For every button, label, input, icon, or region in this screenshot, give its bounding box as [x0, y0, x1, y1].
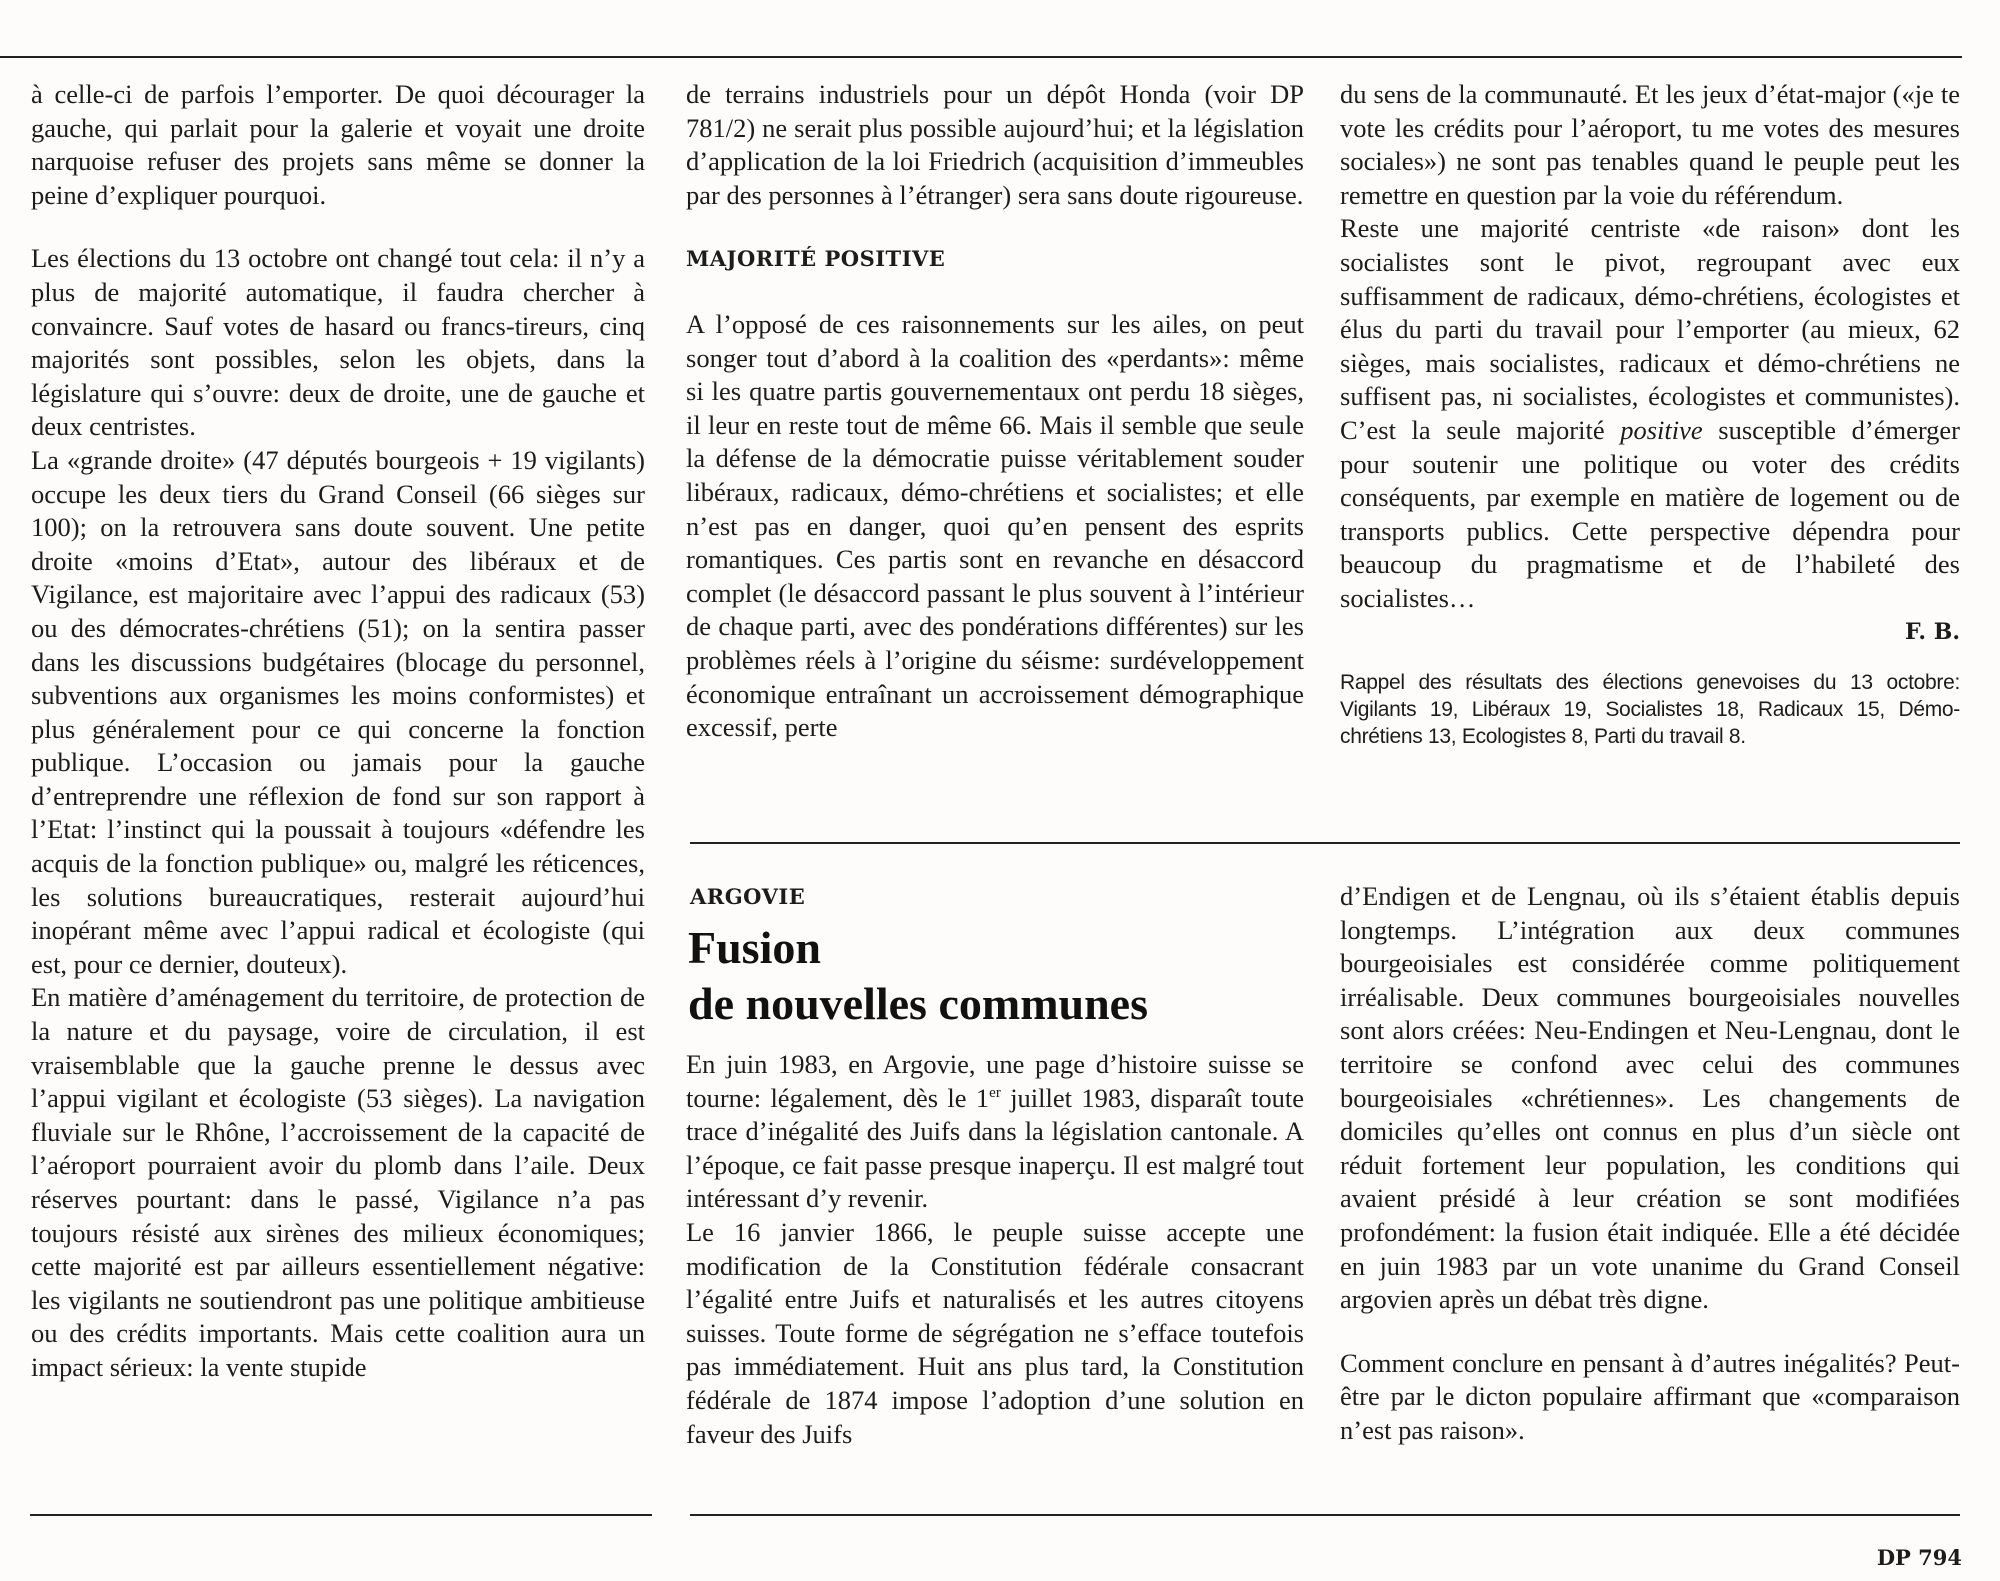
results-caption: Rappel des résultats des élections genevoises du 13 octobre: Vigilants 19, Libéraux 19, Socialistes 18, Radicaux 15, Démo-chrétiens 13, Ecologistes 8, Parti du travail 8.	[1340, 671, 1960, 749]
paragraph	[686, 1048, 1304, 1216]
paragraph: Les élections du 13 octobre ont changé tout cela: il n’y a plus de majorité automatique, il faudra chercher à convaincre. Sauf votes de hasard ou francs-tireurs, cinq majorités sont possibles, selon les objets, dans la législature qui s’ouvre: deux de droite, une de gauche et deux centristes.	[31, 243, 645, 442]
article-title	[688, 920, 1308, 1032]
column-2	[686, 78, 1304, 745]
paragraph: d’Endigen et de Lengnau, où ils s’étaient établis depuis longtemps. L’intégration aux deux communes bourgeoisiales est considérée comme politiquement irréalisable. Deux communes bourgeoisiales nouvelles sont alors créées: Neu-Endingen et Neu-Lengnau, dont le territoire se confond avec celui des communes bourgeoisiales «chrétiennes». Les changements de domiciles qu’elles ont connus en plus d’un siècle ont réduit fortement leur population, les conditions qui avaient présidé à leur création se sont modifiées profondément: la fusion était indiquée. Elle a été décidée en juin 1983 par un vote unanime du Grand Conseil argovien après un débat très digne.	[1340, 881, 1960, 1315]
paragraph: A l’opposé de ces raisonnements sur les ailes, on peut songer tout d’abord à la coalition des «perdants»: même si les quatre partis gouvernementaux ont perdu 18 sièges, il leur en reste tout de même 66. Mais il semble que seule la défense de la démocratie puisse véritablement souder libéraux, radicaux, démo-chrétiens et socialistes; et elle n’est pas en danger, quoi qu’en pensent des esprits romantiques. Ces partis sont en revanche en désaccord complet (le désaccord passant le plus souvent à l’intérieur de chaque parti, avec des pondérations différentes) sur les problèmes réels à l’origine du séisme: surdéveloppement économique entraînant un accroissement démographique excessif, perte	[686, 308, 1304, 743]
section-heading: MAJORITÉ POSITIVE	[686, 246, 946, 272]
paragraph	[1340, 212, 1960, 615]
emphasis: positive	[1620, 414, 1703, 445]
section-rule	[690, 842, 1960, 844]
author-signature: F. B.	[1905, 618, 1960, 645]
paragraph: à celle-ci de parfois l’emporter. De quoi décourager la gauche, qui parlait pour la galerie et voyait une droite narquoise refuser des projets sans même se donner la peine d’expliquer pourquoi.	[31, 79, 645, 210]
text-run: juillet 1983, disparaît toute trace d’inégalité des Juifs dans la législation cantonale. A l’époque, ce fait passe presque inaperçu. Il est malgré tout intéressant d’y revenir.	[686, 1082, 1305, 1214]
paragraph: En matière d’aménagement du territoire, de protection de la nature et du paysage, voire de circulation, il est vraisemblable que la gauche prenne le dessus avec l’appui vigilant et écologiste (53 sièges). La navigation fluviale sur le Rhône, l’accroissement de la capacité de l’aéroport pourraient avoir du plomb dans l’aile. Deux réserves pourtant: dans le passé, Vigilance n’a pas toujours résisté aux sirènes des milieux économiques; cette majorité est par ailleurs essentiellement négative: les vigilants ne soutiendront pas une politique ambitieuse ou des crédits importants. Mais cette coalition aura un impact sérieux: la vente stupide	[31, 982, 645, 1382]
article-kicker: ARGOVIE	[690, 884, 806, 909]
text-run: En juin 1983, en Argovie, une page d’histoire suisse se tourne: légalement, dès le 1	[686, 1049, 1304, 1113]
paragraph: Le 16 janvier 1866, le peuple suisse accepte une modification de la Constitution fédérale consacrant l’égalité entre Juifs et naturalisés et les autres citoyens suisses. Toute forme de ségrégation ne s’efface toutefois pas immédiatement. Huit ans plus tard, la Constitution fédérale de 1874 impose l’adoption d’une solution en faveur des Juifs	[686, 1216, 1304, 1449]
text-run: susceptible d’émerger pour soutenir une politique ou voter des crédits conséquents, par exemple en matière de logement ou de transports publics. Cette perspective dépendra pour beaucoup du pragmatisme et de l’habileté des socialistes…	[1340, 414, 1961, 613]
paragraph: du sens de la communauté. Et les jeux d’état-major («je te vote les crédits pour l’aéroport, tu me votes des mesures sociales») ne sont pas tenables quand le peuple peut les remettre en question par la voie du référendum.	[1340, 79, 1960, 210]
article-column-right	[1340, 880, 1960, 1448]
paragraph: de terrains industriels pour un dépôt Honda (voir DP 781/2) ne serait plus possible aujourd’hui; et la législation d’application de la loi Friedrich (acquisition d’immeubles par des personnes à l’étranger) sera sans doute rigoureuse.	[686, 79, 1304, 210]
paragraph: La «grande droite» (47 députés bourgeois + 19 vigilants) occupe les deux tiers du Grand Conseil (66 sièges sur 100); on la retrouvera sans doute souvent. Une petite droite «moins d’Etat», autour des libéraux et de Vigilance, est majoritaire avec l’appui des radicaux (53) ou des démocrates-chrétiens (51); on la sentira passer dans les discussions budgétaires (blocage du personnel, subventions aux organismes les moins conformistes) et plus généralement pour ce qui concerne la fonction publique. L’occasion ou jamais pour la gauche d’entreprendre une réflexion de fond sur son rapport à l’Etat: l’instinct qui la poussait à toujours «défendre les acquis de la fonction publique» ou, malgré les réticences, les solutions bureaucratiques, resterait aujourd’hui inopérant même avec l’appui radical et écologiste (qui est, pour ce dernier, douteux).	[31, 444, 645, 979]
title-line: de nouvelles communes	[688, 978, 1148, 1029]
column-3	[1340, 78, 1960, 750]
page-number: DP 794	[1876, 1545, 1962, 1570]
title-line: Fusion	[688, 922, 821, 973]
bottom-rule-left	[30, 1514, 652, 1516]
column-1	[31, 78, 645, 1385]
text-run: Reste une majorité centriste «de raison» dont les socialistes sont le pivot, regroupant avec eux suffisamment de radicaux, démo-chrétiens, écologistes et élus du parti du travail pour l’emporter (au mieux, 62 sièges, mais socialistes, radicaux et démo-chrétiens ne suffisent pas, ni socialistes, écologistes et communistes). C’est la seule majorité	[1340, 213, 1960, 445]
paragraph: Comment conclure en pensant à d’autres inégalités? Peut-être par le dicton populaire affirmant que «comparaison n’est pas raison».	[1340, 1347, 1960, 1445]
bottom-rule-right	[690, 1514, 1960, 1516]
ordinal-suffix: er	[989, 1084, 1001, 1101]
article-column-left	[686, 1048, 1304, 1451]
top-rule	[0, 56, 1962, 58]
